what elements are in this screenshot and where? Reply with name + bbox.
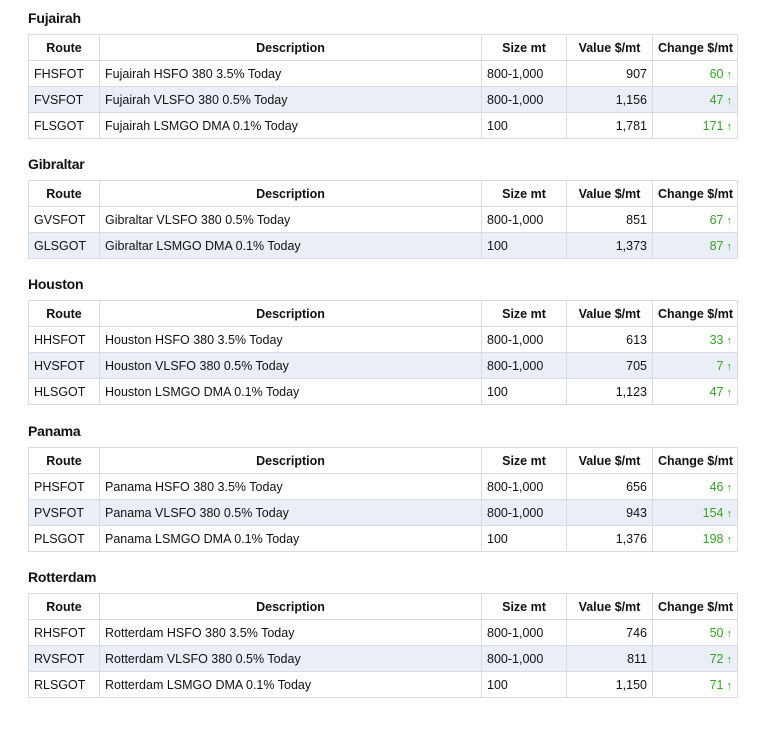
size-cell: 100 <box>482 672 567 698</box>
value-cell: 613 <box>567 327 653 353</box>
column-header-value: Value $/mt <box>567 594 653 620</box>
route-cell: HVSFOT <box>29 353 100 379</box>
table-row <box>29 87 738 113</box>
arrow-up-icon: ↑ <box>726 94 732 107</box>
description-cell: Houston VLSFO 380 0.5% Today <box>100 353 482 379</box>
region-title: Rotterdam <box>28 569 97 585</box>
size-cell: 100 <box>482 379 567 405</box>
change-cell <box>653 233 738 259</box>
change-value: 47 <box>709 92 724 107</box>
description-cell: Panama HSFO 380 3.5% Today <box>100 474 482 500</box>
size-cell: 800-1,000 <box>482 500 567 526</box>
size-cell: 800-1,000 <box>482 61 567 87</box>
region-title: Fujairah <box>28 10 81 26</box>
change-value: 33 <box>709 332 724 347</box>
arrow-up-icon: ↑ <box>726 533 732 546</box>
change-value: 7 <box>716 358 724 373</box>
value-cell: 1,373 <box>567 233 653 259</box>
change-cell <box>653 61 738 87</box>
description-cell: Fujairah LSMGO DMA 0.1% Today <box>100 113 482 139</box>
table-header-row <box>29 301 738 327</box>
table-row <box>29 620 738 646</box>
route-cell: GVSFOT <box>29 207 100 233</box>
size-cell: 800-1,000 <box>482 353 567 379</box>
table-header-row <box>29 181 738 207</box>
change-value: 171 <box>702 118 724 133</box>
change-value: 67 <box>709 212 724 227</box>
value-cell: 811 <box>567 646 653 672</box>
column-header-route: Route <box>29 448 100 474</box>
change-cell <box>653 646 738 672</box>
price-table <box>28 593 738 698</box>
column-header-size: Size mt <box>482 301 567 327</box>
table-header-row <box>29 594 738 620</box>
column-header-description: Description <box>100 301 482 327</box>
column-header-size: Size mt <box>482 35 567 61</box>
column-header-change: Change $/mt <box>653 35 738 61</box>
description-cell: Houston LSMGO DMA 0.1% Today <box>100 379 482 405</box>
column-header-change: Change $/mt <box>653 181 738 207</box>
description-cell: Rotterdam LSMGO DMA 0.1% Today <box>100 672 482 698</box>
route-cell: HHSFOT <box>29 327 100 353</box>
region-title: Gibraltar <box>28 156 85 172</box>
arrow-up-icon: ↑ <box>726 627 732 640</box>
column-header-change: Change $/mt <box>653 301 738 327</box>
route-cell: RVSFOT <box>29 646 100 672</box>
value-cell: 1,156 <box>567 87 653 113</box>
region-title: Panama <box>28 423 81 439</box>
table-row <box>29 500 738 526</box>
price-table <box>28 34 738 139</box>
value-cell: 656 <box>567 474 653 500</box>
size-cell: 800-1,000 <box>482 207 567 233</box>
value-cell: 1,376 <box>567 526 653 552</box>
value-cell: 1,781 <box>567 113 653 139</box>
change-cell <box>653 87 738 113</box>
column-header-value: Value $/mt <box>567 448 653 474</box>
change-cell <box>653 620 738 646</box>
change-cell <box>653 526 738 552</box>
table-row <box>29 526 738 552</box>
description-cell: Panama VLSFO 380 0.5% Today <box>100 500 482 526</box>
route-cell: PHSFOT <box>29 474 100 500</box>
description-cell: Houston HSFO 380 3.5% Today <box>100 327 482 353</box>
column-header-change: Change $/mt <box>653 448 738 474</box>
table-row <box>29 113 738 139</box>
column-header-route: Route <box>29 301 100 327</box>
table-row <box>29 233 738 259</box>
table-header-row <box>29 448 738 474</box>
change-cell <box>653 379 738 405</box>
column-header-route: Route <box>29 35 100 61</box>
change-cell <box>653 207 738 233</box>
table-header-row <box>29 35 738 61</box>
value-cell: 1,150 <box>567 672 653 698</box>
description-cell: Gibraltar VLSFO 380 0.5% Today <box>100 207 482 233</box>
table-row <box>29 61 738 87</box>
route-cell: FLSGOT <box>29 113 100 139</box>
size-cell: 800-1,000 <box>482 474 567 500</box>
arrow-up-icon: ↑ <box>726 386 732 399</box>
region-section-gibraltar <box>28 154 737 259</box>
column-header-description: Description <box>100 594 482 620</box>
value-cell: 746 <box>567 620 653 646</box>
table-row <box>29 379 738 405</box>
table-row <box>29 327 738 353</box>
region-section-houston <box>28 274 737 405</box>
column-header-size: Size mt <box>482 594 567 620</box>
route-cell: FHSFOT <box>29 61 100 87</box>
column-header-size: Size mt <box>482 181 567 207</box>
size-cell: 800-1,000 <box>482 646 567 672</box>
price-table <box>28 447 738 552</box>
value-cell: 943 <box>567 500 653 526</box>
column-header-route: Route <box>29 181 100 207</box>
route-cell: HLSGOT <box>29 379 100 405</box>
price-table <box>28 300 738 405</box>
size-cell: 800-1,000 <box>482 87 567 113</box>
table-row <box>29 646 738 672</box>
change-value: 72 <box>709 651 724 666</box>
arrow-up-icon: ↑ <box>726 653 732 666</box>
column-header-description: Description <box>100 181 482 207</box>
region-section-fujairah <box>28 8 737 139</box>
change-cell <box>653 672 738 698</box>
description-cell: Rotterdam VLSFO 380 0.5% Today <box>100 646 482 672</box>
change-value: 60 <box>709 66 724 81</box>
size-cell: 100 <box>482 526 567 552</box>
arrow-up-icon: ↑ <box>726 240 732 253</box>
table-row <box>29 672 738 698</box>
value-cell: 705 <box>567 353 653 379</box>
column-header-value: Value $/mt <box>567 181 653 207</box>
arrow-up-icon: ↑ <box>726 68 732 81</box>
route-cell: RLSGOT <box>29 672 100 698</box>
change-value: 50 <box>709 625 724 640</box>
table-row <box>29 474 738 500</box>
column-header-value: Value $/mt <box>567 35 653 61</box>
column-header-route: Route <box>29 594 100 620</box>
arrow-up-icon: ↑ <box>726 507 732 520</box>
route-cell: RHSFOT <box>29 620 100 646</box>
column-header-size: Size mt <box>482 448 567 474</box>
change-cell <box>653 500 738 526</box>
change-value: 198 <box>702 531 724 546</box>
description-cell: Rotterdam HSFO 380 3.5% Today <box>100 620 482 646</box>
arrow-up-icon: ↑ <box>726 481 732 494</box>
value-cell: 907 <box>567 61 653 87</box>
route-cell: FVSFOT <box>29 87 100 113</box>
description-cell: Fujairah VLSFO 380 0.5% Today <box>100 87 482 113</box>
description-cell: Panama LSMGO DMA 0.1% Today <box>100 526 482 552</box>
size-cell: 100 <box>482 113 567 139</box>
route-cell: PLSGOT <box>29 526 100 552</box>
route-cell: PVSFOT <box>29 500 100 526</box>
size-cell: 800-1,000 <box>482 327 567 353</box>
price-table <box>28 180 738 259</box>
value-cell: 1,123 <box>567 379 653 405</box>
route-cell: GLSGOT <box>29 233 100 259</box>
change-value: 87 <box>709 238 724 253</box>
size-cell: 100 <box>482 233 567 259</box>
change-cell <box>653 353 738 379</box>
column-header-change: Change $/mt <box>653 594 738 620</box>
change-value: 46 <box>709 479 724 494</box>
region-section-panama <box>28 421 737 552</box>
change-value: 154 <box>702 505 724 520</box>
table-row <box>29 207 738 233</box>
arrow-up-icon: ↑ <box>726 334 732 347</box>
arrow-up-icon: ↑ <box>726 120 732 133</box>
column-header-value: Value $/mt <box>567 301 653 327</box>
size-cell: 800-1,000 <box>482 620 567 646</box>
column-header-description: Description <box>100 35 482 61</box>
value-cell: 851 <box>567 207 653 233</box>
arrow-up-icon: ↑ <box>726 214 732 227</box>
region-title: Houston <box>28 276 84 292</box>
change-cell <box>653 113 738 139</box>
arrow-up-icon: ↑ <box>726 679 732 692</box>
change-cell <box>653 327 738 353</box>
description-cell: Gibraltar LSMGO DMA 0.1% Today <box>100 233 482 259</box>
table-row <box>29 353 738 379</box>
change-value: 71 <box>709 677 724 692</box>
column-header-description: Description <box>100 448 482 474</box>
change-cell <box>653 474 738 500</box>
change-value: 47 <box>709 384 724 399</box>
description-cell: Fujairah HSFO 380 3.5% Today <box>100 61 482 87</box>
arrow-up-icon: ↑ <box>726 360 732 373</box>
region-section-rotterdam <box>28 567 737 698</box>
